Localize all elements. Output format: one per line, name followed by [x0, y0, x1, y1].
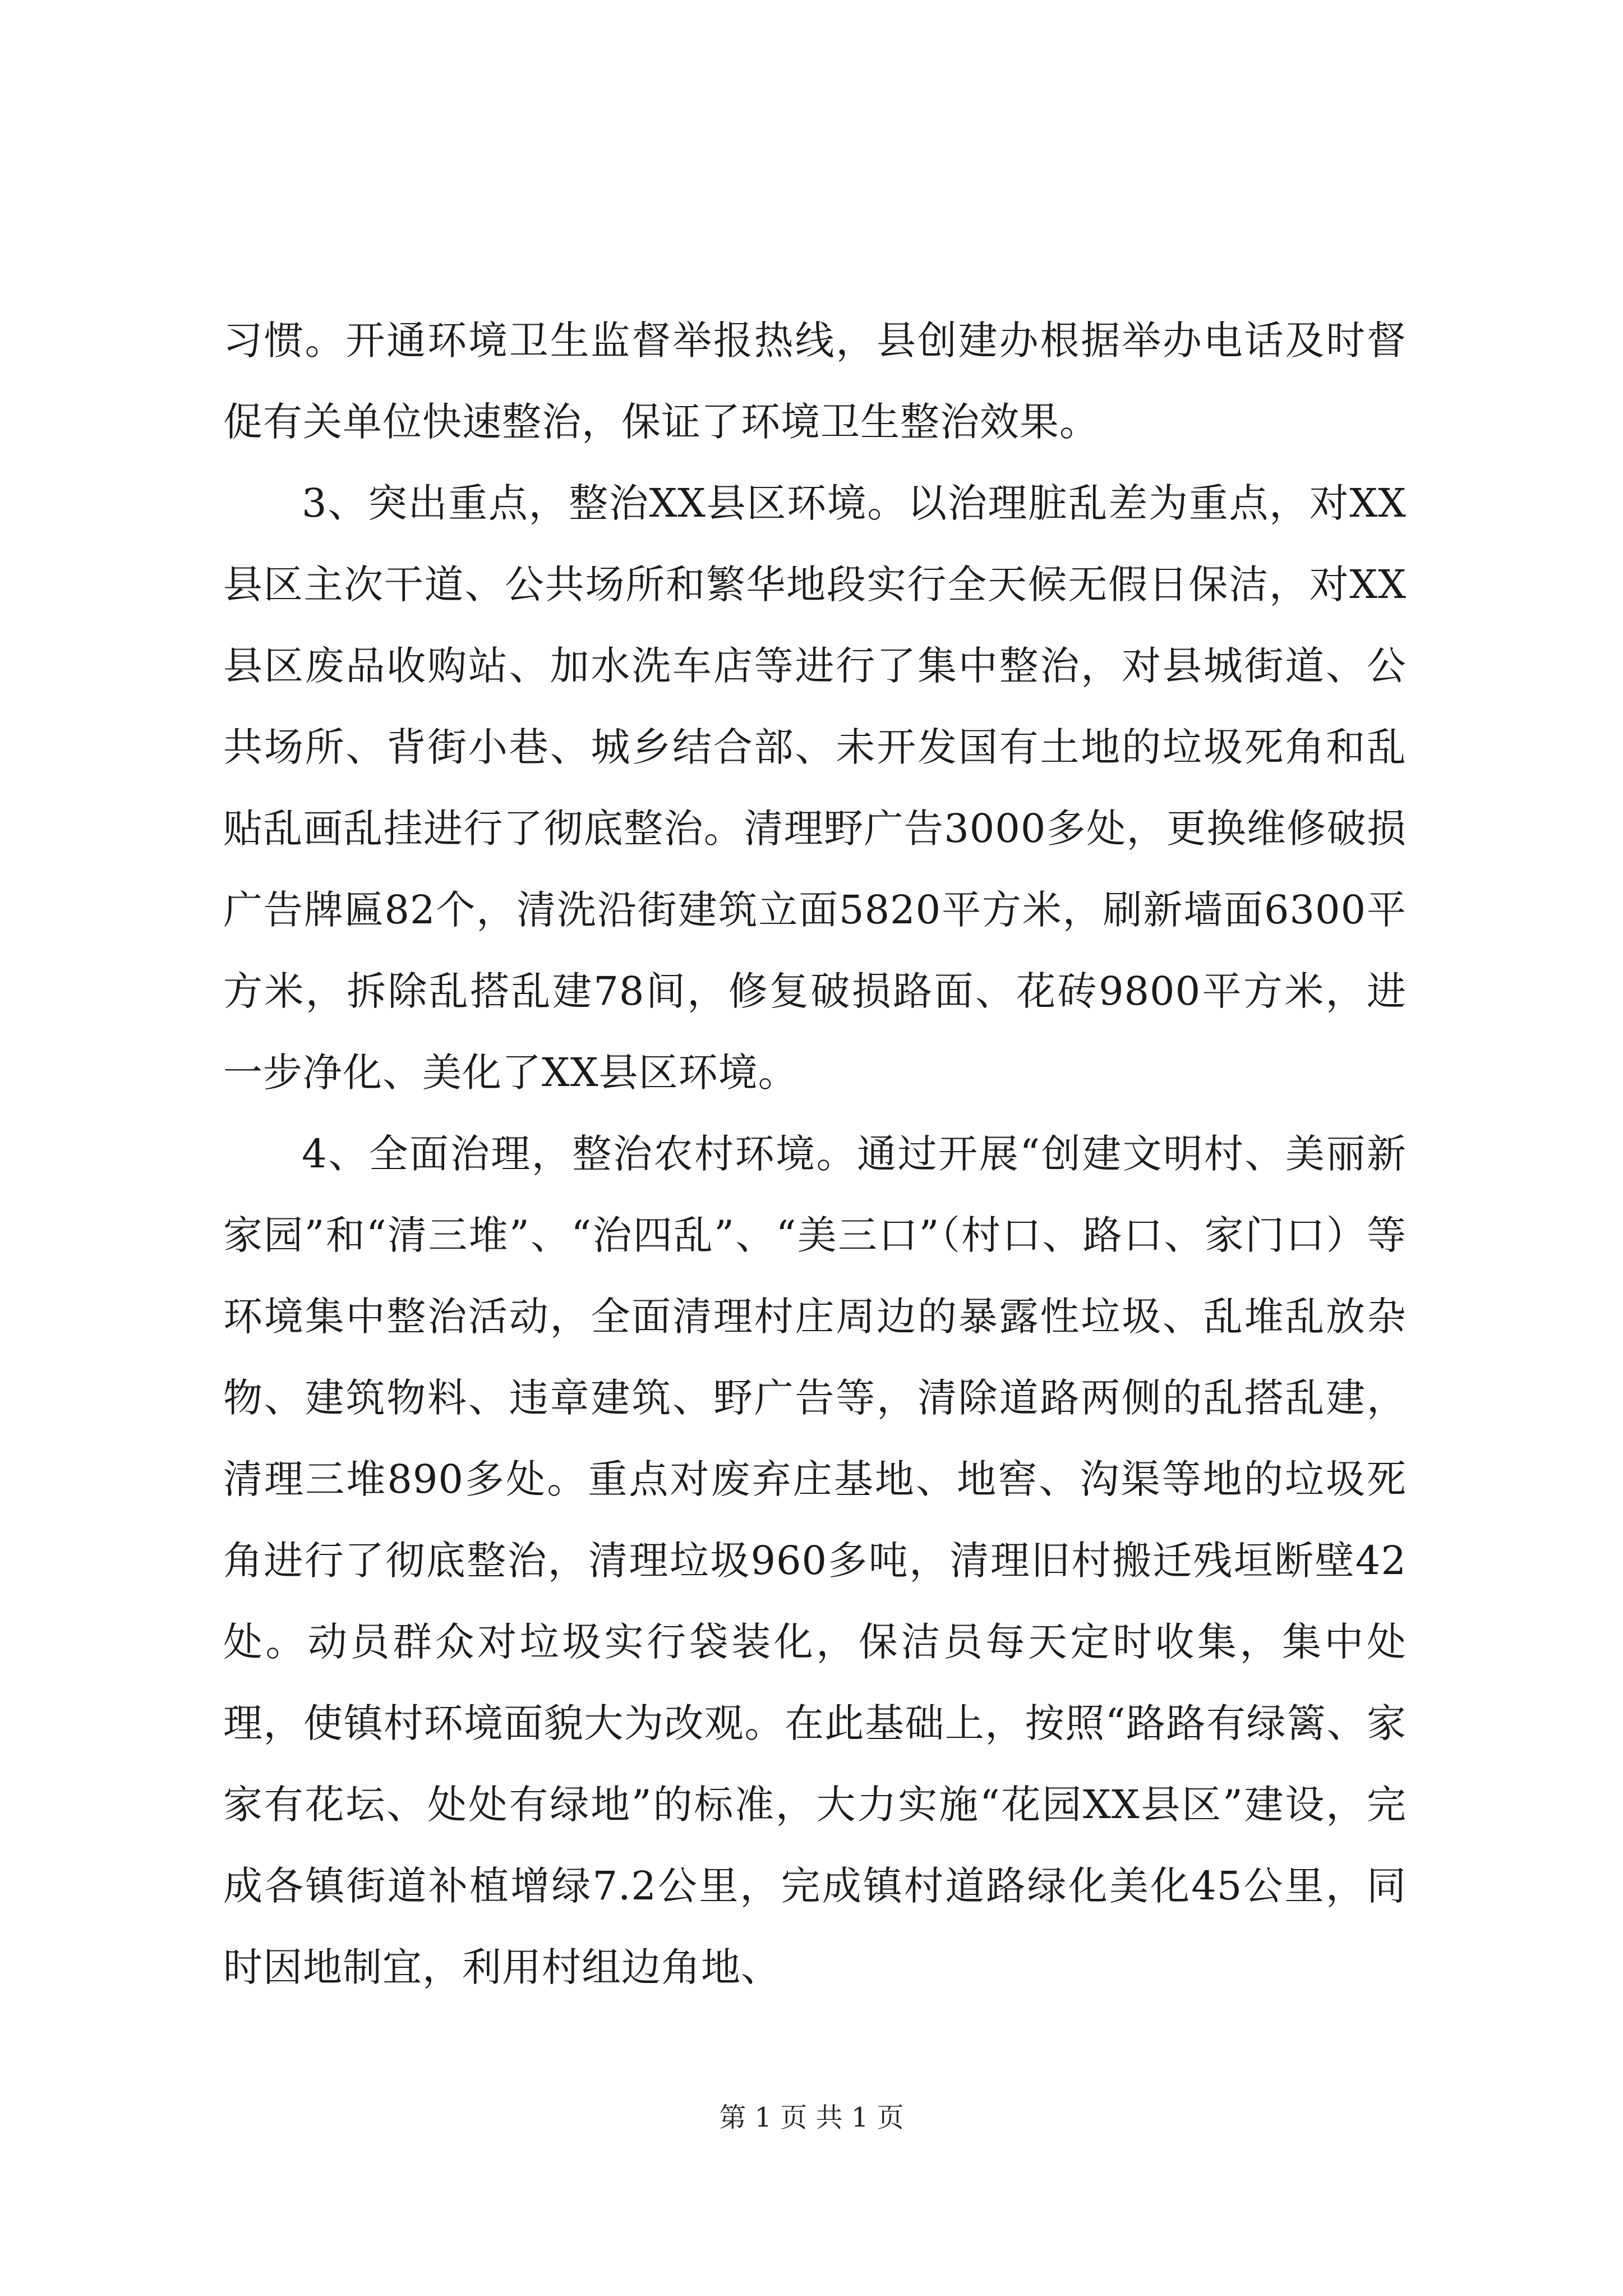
page-footer: 第 1 页 共 1 页: [719, 2102, 904, 2133]
paragraph-1: 习惯。开通环境卫生监督举报热线，县创建办根据举办电话及时督促有关单位快速整治，保证了环境卫生整治效果。: [223, 318, 1407, 445]
body-text: [223, 300, 1407, 2008]
paragraph-2: 3、突出重点，整治XX县区环境。以治理脏乱差为重点，对XX县区主次干道、公共场所和繁华地段实行全天候无假日保洁，对XX县区废品收购站、加水洗车店等进行了集中整治，对县城街道、公共场所、背街小巷、城乡结合部、未开发国有土地的垃圾死角和乱贴乱画乱挂进行了彻底整治。清理野广告3000多处，更换维修破损广告牌匾82个，清洗沿街建筑立面5820平方米，刷新墙面6300平方米，拆除乱搭乱建78间，修复破损路面、花砖9800平方米，进一步净化、美化了XX县区环境。: [223, 480, 1407, 1096]
paragraph-3: 4、全面治理，整治农村环境。通过开展“创建文明村、美丽新家园”和“清三堆”、“治四乱”、“美三口”（村口、路口、家门口）等环境集中整治活动，全面清理村庄周边的暴露性垃圾、乱堆乱放杂物、建筑物料、违章建筑、野广告等，清除道路两侧的乱搭乱建，清理三堆890多处。重点对废弃庄基地、地窖、沟渠等地的垃圾死角进行了彻底整治，清理垃圾960多吨，清理旧村搬迁残垣断壁42处。动员群众对垃圾实行袋装化，保洁员每天定时收集，集中处理，使镇村环境面貌大为改观。在此基础上，按照“路路有绿篱、家家有花坛、处处有绿地”的标准，大力实施“花园XX县区”建设，完成各镇街道补植增绿7.2公里，完成镇村道路绿化美化45公里，同时因地制宜，利用村组边角地、: [223, 1131, 1407, 1990]
